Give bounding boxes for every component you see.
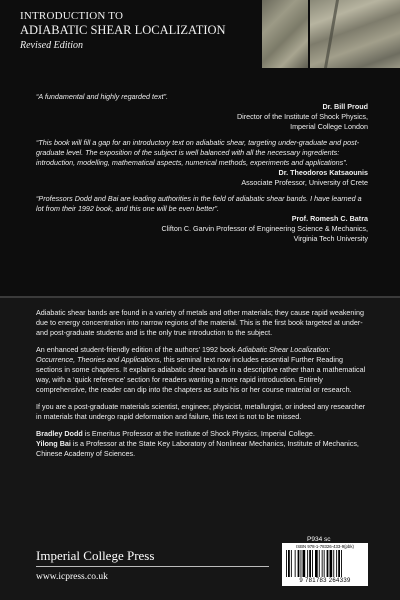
author-name: Bradley Dodd: [36, 429, 83, 438]
barcode-bar: [288, 550, 290, 577]
barcode-bar: [330, 550, 333, 577]
quote-affiliation: Virginia Tech University: [293, 234, 368, 243]
barcode-bar: [307, 550, 308, 577]
barcode-bar: [336, 550, 337, 577]
product-code: P934 sc: [307, 536, 331, 543]
quote-text: “A fundamental and highly regarded text”.: [36, 92, 168, 101]
barcode-bar: [338, 550, 340, 577]
edition-label: Revised Edition: [20, 40, 84, 51]
barcode-bar: [327, 550, 329, 577]
barcode-bar: [309, 550, 311, 577]
barcode-bar: [301, 550, 302, 577]
book-description: [36, 308, 368, 466]
quote-text: “This book will fill a gap for an introductory text on adiabatic shear, targeting under-graduate and post-graduate level. The exposition of the subject is well balanced with all the necessary ingredients: introduction, modelling, mathematical aspects, numerical methods, experiments and applications”.: [36, 138, 360, 167]
micrograph-image-left: [262, 0, 308, 68]
quote-affiliation: Imperial College London: [290, 122, 368, 131]
barcode-bar: [324, 550, 325, 577]
barcode-bar: [312, 550, 313, 577]
quote-attribution: [36, 168, 368, 188]
barcode-bar: [319, 550, 320, 577]
author-bios: [36, 429, 368, 459]
description-text: , this seminal text now includes essential Further Reading sections in some chapters. It explains adiabatic shear bands in a descriptive rather than a mathematical way, with a ‘quick reference’ section for readers wanting a more rapid introduction. Entirely comprehensive, the reader can dip into the chapters as suits his or her course material or research.: [36, 355, 366, 394]
barcode-bars-icon: [286, 550, 364, 577]
endorsements: [36, 92, 368, 244]
publisher-name: Imperial College Press: [36, 548, 155, 563]
description-paragraph: Adiabatic shear bands are found in a variety of metals and other materials; they cause rapid weakening due to energy concentration into narrow regions of the material. This is the first book targeted at under- and post-graduate students and is the only true introduction to the subject.: [36, 308, 365, 337]
publisher-rule: [36, 566, 269, 567]
book-title-block: [20, 10, 250, 52]
title-line-1: INTRODUCTION TO: [20, 10, 124, 22]
barcode-bar: [286, 550, 287, 577]
barcode-digits: 9 781783 264339: [299, 578, 351, 584]
quote-attribution: [36, 102, 368, 132]
barcode-bar: [303, 550, 306, 577]
quote-author: Dr. Bill Proud: [322, 102, 368, 111]
quote-affiliation: Director of the Institute of Shock Physics,: [236, 112, 368, 121]
description-paragraph: If you are a post-graduate materials scientist, engineer, physicist, metallurgist, or indeed any researcher in materials that undergo rapid deformation and failure, this text is not to be missed.: [36, 402, 366, 421]
barcode-bar: [295, 550, 296, 577]
publisher-website: www.icpress.co.uk: [36, 572, 108, 582]
micrograph-image-right: [310, 0, 400, 68]
endorsement: [36, 92, 368, 132]
endorsement: [36, 194, 368, 244]
barcode-bar: [341, 550, 342, 577]
barcode-bar: [315, 550, 318, 577]
quote-affiliation: Clifton C. Garvin Professor of Engineering Science & Mechanics,: [161, 224, 368, 233]
quote-author: Dr. Theodoros Katsaounis: [278, 168, 368, 177]
barcode-bar: [322, 550, 323, 577]
author-bio: is Emeritus Professor at the Institute of Shock Physics, Imperial College.: [82, 429, 315, 438]
barcode-bar: [333, 550, 334, 577]
barcode-bar: [291, 550, 292, 577]
original-book-title: Adiabatic Shear Localization: Occurrence, Theories and Applications: [36, 345, 331, 364]
description-text: An enhanced student-friendly edition of the authors’ 1992 book: [36, 345, 238, 354]
barcode-bar: [298, 550, 300, 577]
quote-affiliation: Associate Professor, University of Crete: [241, 178, 368, 187]
title-line-2: ADIABATIC SHEAR LOCALIZATION: [20, 23, 226, 37]
author-bio: is a Professor at the State Key Laboratory of Nonlinear Mechanics, Institute of Mechanics, Chinese Academy of Sciences.: [36, 439, 359, 458]
description-paragraph: [36, 345, 368, 395]
quote-text: “Professors Dodd and Bai are leading authorities in the field of adiabatic shear bands. I have learned a lot from their 1992 book, and this one will be even better”.: [36, 194, 362, 213]
quote-author: Prof. Romesh C. Batra: [291, 214, 368, 223]
author-name: Yilong Bai: [36, 439, 71, 448]
isbn-label: ISBN 978-1-78326-433-9(pbk): [296, 544, 354, 549]
isbn-barcode: [282, 543, 368, 586]
endorsement: [36, 138, 368, 188]
quote-attribution: [36, 214, 368, 244]
